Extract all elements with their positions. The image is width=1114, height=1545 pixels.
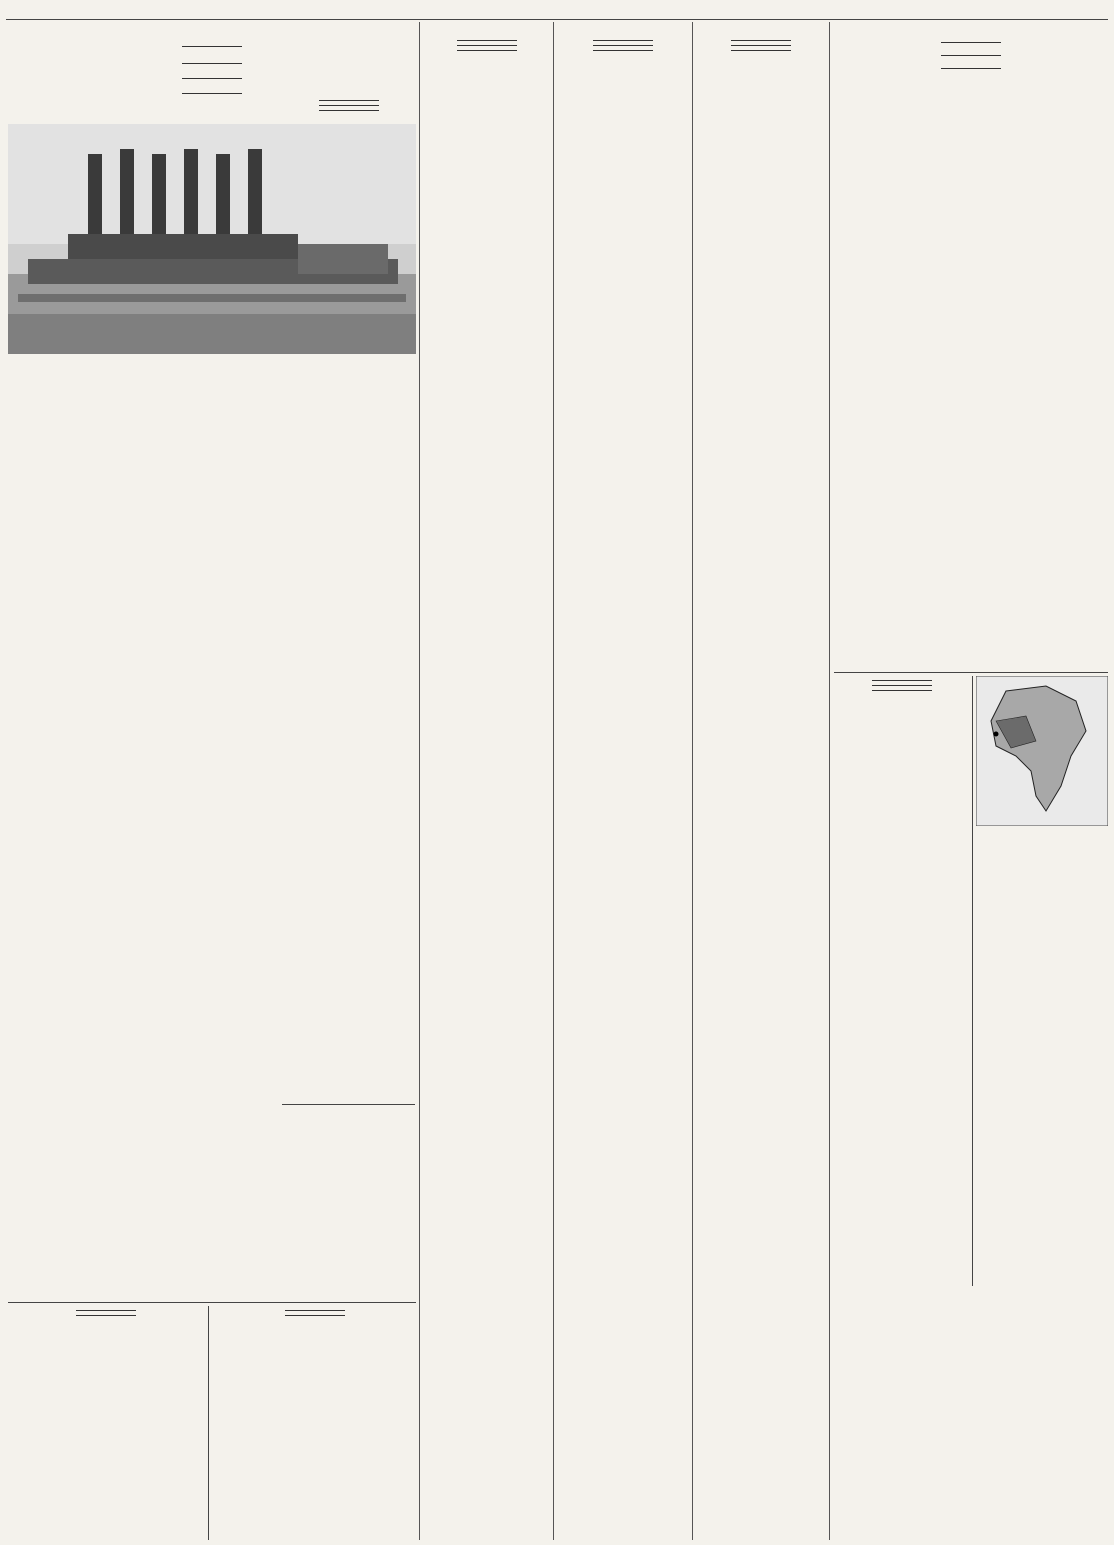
section-rule	[834, 672, 1108, 673]
divider	[319, 110, 379, 111]
divider	[182, 78, 242, 79]
divider	[593, 45, 653, 46]
divider	[872, 680, 932, 681]
masthead	[0, 0, 1114, 18]
minesweepers-article	[213, 1306, 416, 1540]
column-rule	[208, 1306, 209, 1540]
divider	[731, 45, 791, 46]
divider	[285, 1315, 345, 1316]
african-fronts-article	[696, 20, 826, 580]
pilot-article	[282, 96, 415, 1286]
divider	[457, 50, 517, 51]
section-rule	[282, 1104, 415, 1105]
children-article	[8, 1306, 204, 1540]
major-attack-article	[557, 20, 689, 600]
column-rule	[829, 22, 830, 1540]
divider	[319, 100, 379, 101]
africa-map	[976, 676, 1108, 826]
british-forces-article	[834, 676, 970, 1296]
divider	[593, 40, 653, 41]
divider	[182, 46, 242, 47]
divider	[285, 1310, 345, 1311]
column-rule	[972, 676, 973, 1286]
divider	[457, 45, 517, 46]
section-rule	[8, 1302, 416, 1303]
divider	[457, 40, 517, 41]
column-rule	[692, 22, 693, 1540]
divider	[593, 50, 653, 51]
dakar-article	[834, 20, 1108, 660]
torpedo-article	[423, 20, 550, 660]
divider	[731, 40, 791, 41]
divider	[941, 42, 1001, 43]
divider	[319, 105, 379, 106]
divider	[76, 1310, 136, 1311]
divider	[182, 93, 242, 94]
divider	[182, 63, 242, 64]
dakar-marker-icon	[994, 732, 999, 737]
divider	[941, 55, 1001, 56]
divider	[872, 690, 932, 691]
divider	[731, 50, 791, 51]
map-and-admiral	[976, 676, 1108, 1286]
divider	[872, 685, 932, 686]
divider	[76, 1315, 136, 1316]
column-rule	[553, 22, 554, 1540]
column-rule	[419, 22, 420, 1540]
spacer	[277, 20, 415, 30]
divider	[941, 68, 1001, 69]
